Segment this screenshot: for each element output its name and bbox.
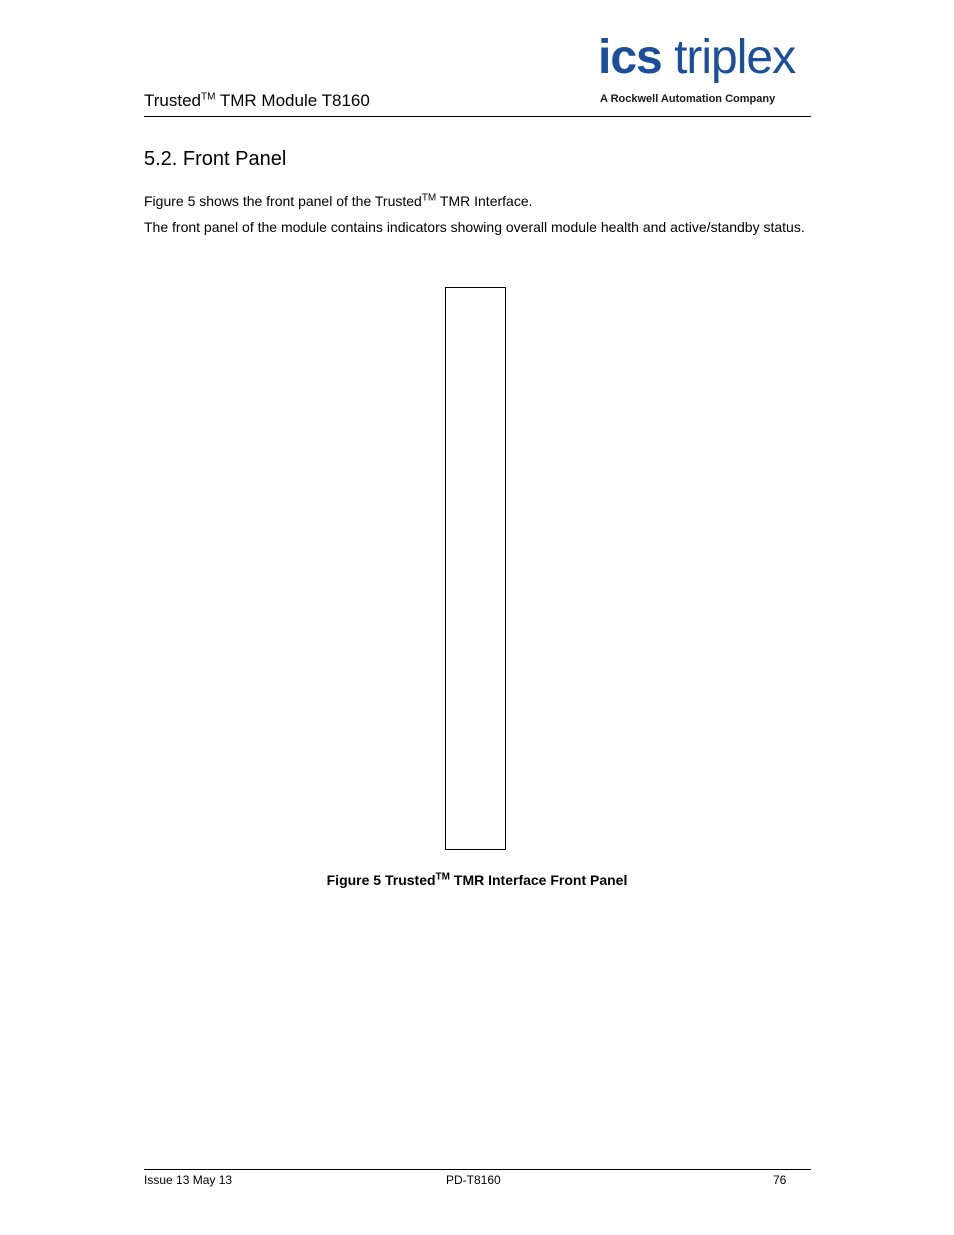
caption-suffix: TMR Interface Front Panel — [450, 872, 628, 888]
paragraph-front-panel-description: The front panel of the module contains indicators showing overall module health and active/standby status. — [144, 219, 805, 235]
figure-caption — [0, 872, 954, 888]
para1-suffix: TMR Interface. — [436, 193, 533, 209]
header-title — [144, 91, 370, 111]
logo-tagline: A Rockwell Automation Company — [600, 93, 776, 105]
logo-brand-light: triplex — [661, 31, 796, 84]
footer-issue: Issue 13 May 13 — [144, 1173, 233, 1187]
paragraph-figure-reference — [144, 193, 533, 209]
para1-prefix: Figure 5 shows the front panel of the Trusted — [144, 193, 422, 209]
header-title-prefix: Trusted — [144, 91, 202, 110]
para1-trademark: TM — [421, 192, 437, 204]
logo-brand-bold: ics — [598, 31, 662, 84]
header-title-suffix: TMR Module T8160 — [215, 91, 370, 110]
caption-prefix: Figure 5 Trusted — [326, 872, 436, 888]
footer-divider — [144, 1169, 811, 1170]
logo-brand — [598, 30, 795, 85]
section-heading: 5.2. Front Panel — [144, 148, 287, 170]
footer-page-number: 76 — [773, 1173, 787, 1187]
front-panel-figure — [445, 287, 506, 850]
caption-trademark: TM — [435, 871, 450, 883]
ics-triplex-logo — [598, 31, 812, 108]
header-title-trademark: TM — [201, 91, 216, 103]
header-divider — [144, 116, 811, 117]
footer-doc-id: PD-T8160 — [446, 1173, 501, 1187]
